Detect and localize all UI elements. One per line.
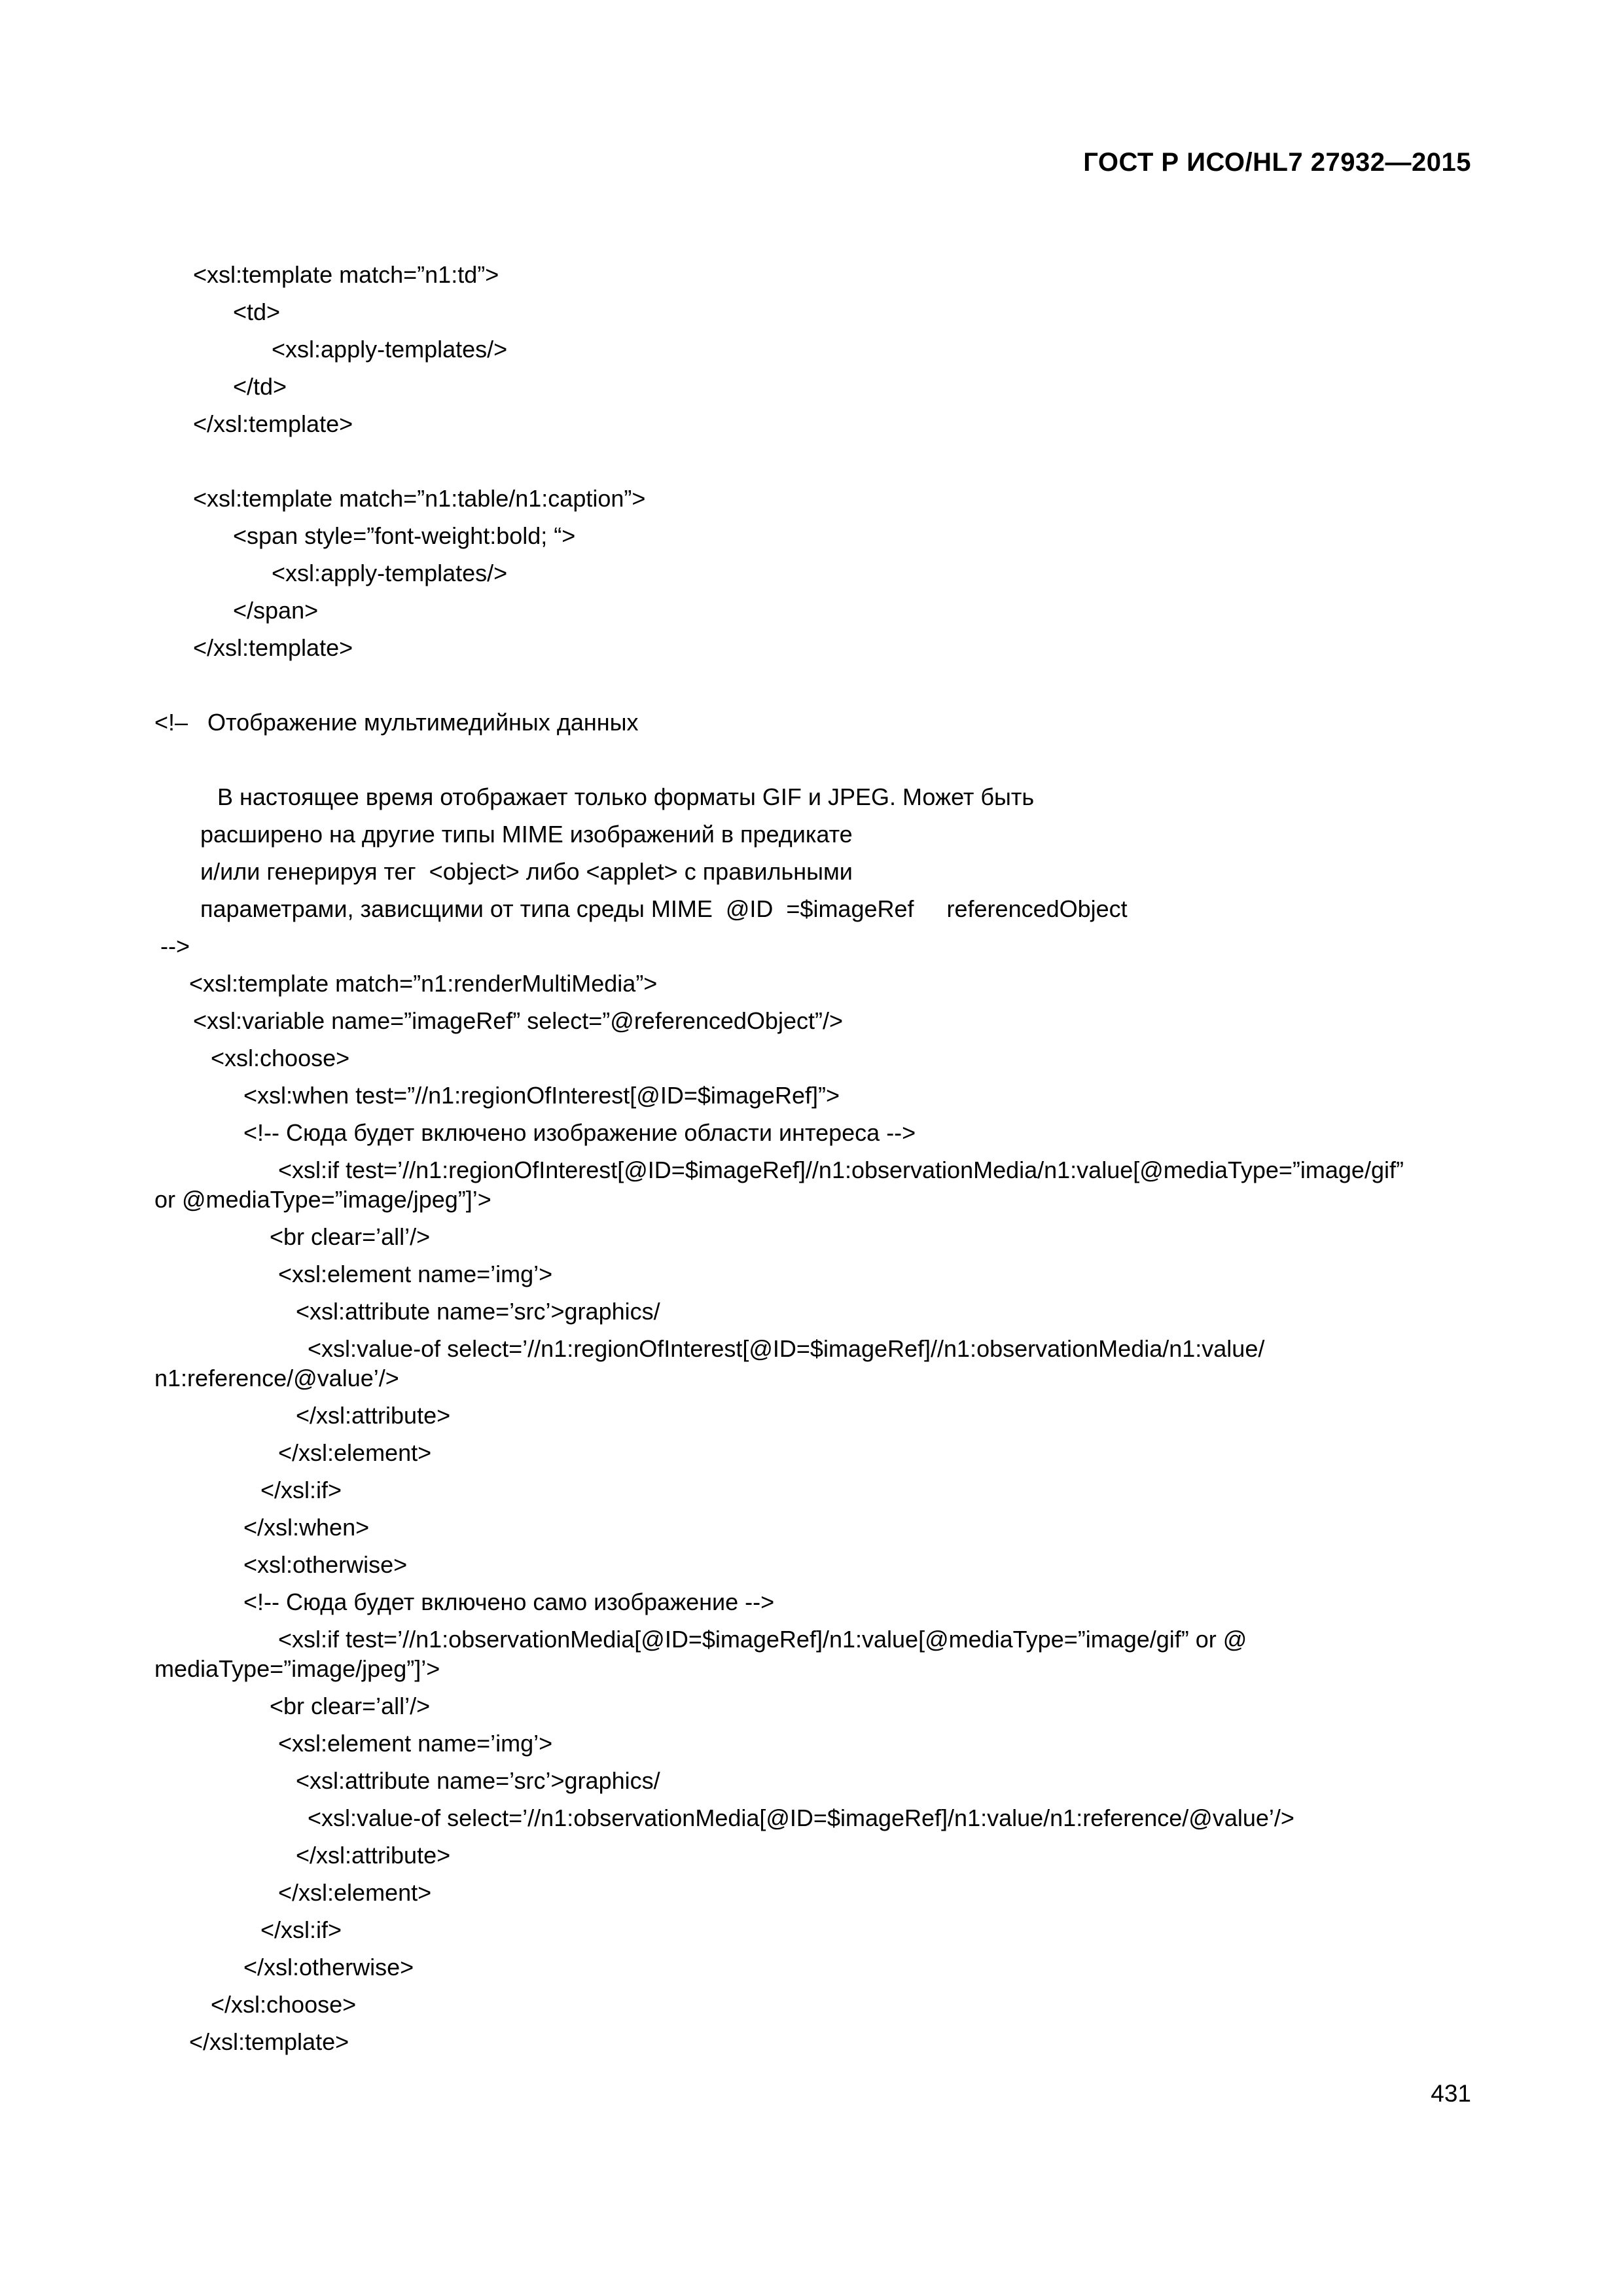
code-line: <xsl:choose> — [211, 1045, 350, 1071]
code-line: <!-- Сюда будет включено само изображение --> — [243, 1588, 775, 1615]
code-line: </xsl:template> — [193, 410, 353, 437]
code-line: mediaType=”image/jpeg”]’> — [154, 1655, 440, 1682]
code-line: <br clear=’all’/> — [270, 1223, 431, 1250]
code-line: <xsl:template match=”n1:renderMultiMedia”> — [189, 970, 658, 997]
code-line: </xsl:choose> — [211, 1991, 357, 2018]
code-line: <br clear=’all’/> — [270, 1693, 431, 1719]
code-line: </xsl:element> — [278, 1879, 432, 1906]
code-line: <span style=”font-weight:bold; “> — [233, 522, 576, 549]
document-header: ГОСТ Р ИСО/HL7 27932—2015 — [1083, 148, 1471, 177]
code-line: </xsl:otherwise> — [243, 1954, 414, 1981]
code-line: </xsl:when> — [243, 1514, 370, 1541]
comment-line: расширено на другие типы MIME изображений в предикате — [200, 821, 853, 848]
code-line: </xsl:if> — [260, 1916, 342, 1943]
code-line: <xsl:if test=’//n1:observationMedia[@ID=$imageRef]/n1:value[@mediaType=”image/gif” or @ — [278, 1626, 1247, 1653]
code-line: <td> — [233, 298, 281, 325]
code-line: <xsl:element name=’img’> — [278, 1730, 553, 1757]
code-line: </xsl:template> — [189, 2028, 349, 2055]
code-line: <xsl:apply-templates/> — [272, 336, 508, 363]
code-line: </xsl:attribute> — [296, 1842, 451, 1869]
code-line: <xsl:otherwise> — [243, 1551, 408, 1578]
code-line: <xsl:if test=’//n1:regionOfInterest[@ID=$imageRef]//n1:observationMedia/n1:value[@mediaType=”image/gif” — [278, 1157, 1404, 1183]
code-line: <xsl:attribute name=’src’>graphics/ — [296, 1767, 660, 1794]
code-line: <xsl:template match=”n1:table/n1:caption”> — [193, 485, 646, 512]
code-line: <xsl:attribute name=’src’>graphics/ — [296, 1298, 660, 1325]
comment-line: --> — [160, 933, 190, 960]
code-line: <xsl:when test=”//n1:regionOfInterest[@ID=$imageRef]”> — [243, 1082, 840, 1109]
code-line: <xsl:value-of select=’//n1:regionOfInterest[@ID=$imageRef]//n1:observationMedia/n1:value/ — [308, 1335, 1265, 1362]
comment-line: <!– Отображение мультимедийных данных — [154, 709, 639, 736]
code-line: </xsl:if> — [260, 1477, 342, 1503]
code-line: <xsl:element name=’img’> — [278, 1261, 553, 1287]
code-line: </xsl:attribute> — [296, 1402, 451, 1429]
page-number: 431 — [1431, 2080, 1471, 2107]
comment-line: параметрами, зависщими от типа среды MIME @ID =$imageRef referencedObject — [200, 895, 1128, 922]
code-line: </td> — [233, 373, 287, 400]
code-line: <!-- Сюда будет включено изображение области интереса --> — [243, 1119, 916, 1146]
code-line: </span> — [233, 597, 319, 624]
comment-line: В настоящее время отображает только форматы GIF и JPEG. Может быть — [217, 783, 1035, 810]
code-line: <xsl:value-of select=’//n1:observationMedia[@ID=$imageRef]/n1:value/n1:reference/@value’/> — [308, 1804, 1294, 1831]
code-line: n1:reference/@value’/> — [154, 1365, 399, 1391]
code-line: <xsl:template match=”n1:td”> — [193, 261, 499, 288]
code-line: </xsl:template> — [193, 634, 353, 661]
code-line: </xsl:element> — [278, 1439, 432, 1466]
code-line: or @mediaType=”image/jpeg”]’> — [154, 1186, 491, 1213]
code-line: <xsl:variable name=”imageRef” select=”@referencedObject”/> — [193, 1007, 843, 1034]
code-line: <xsl:apply-templates/> — [272, 560, 508, 586]
comment-line: и/или генерируя тег <object> либо <applet> с правильными — [200, 858, 853, 885]
